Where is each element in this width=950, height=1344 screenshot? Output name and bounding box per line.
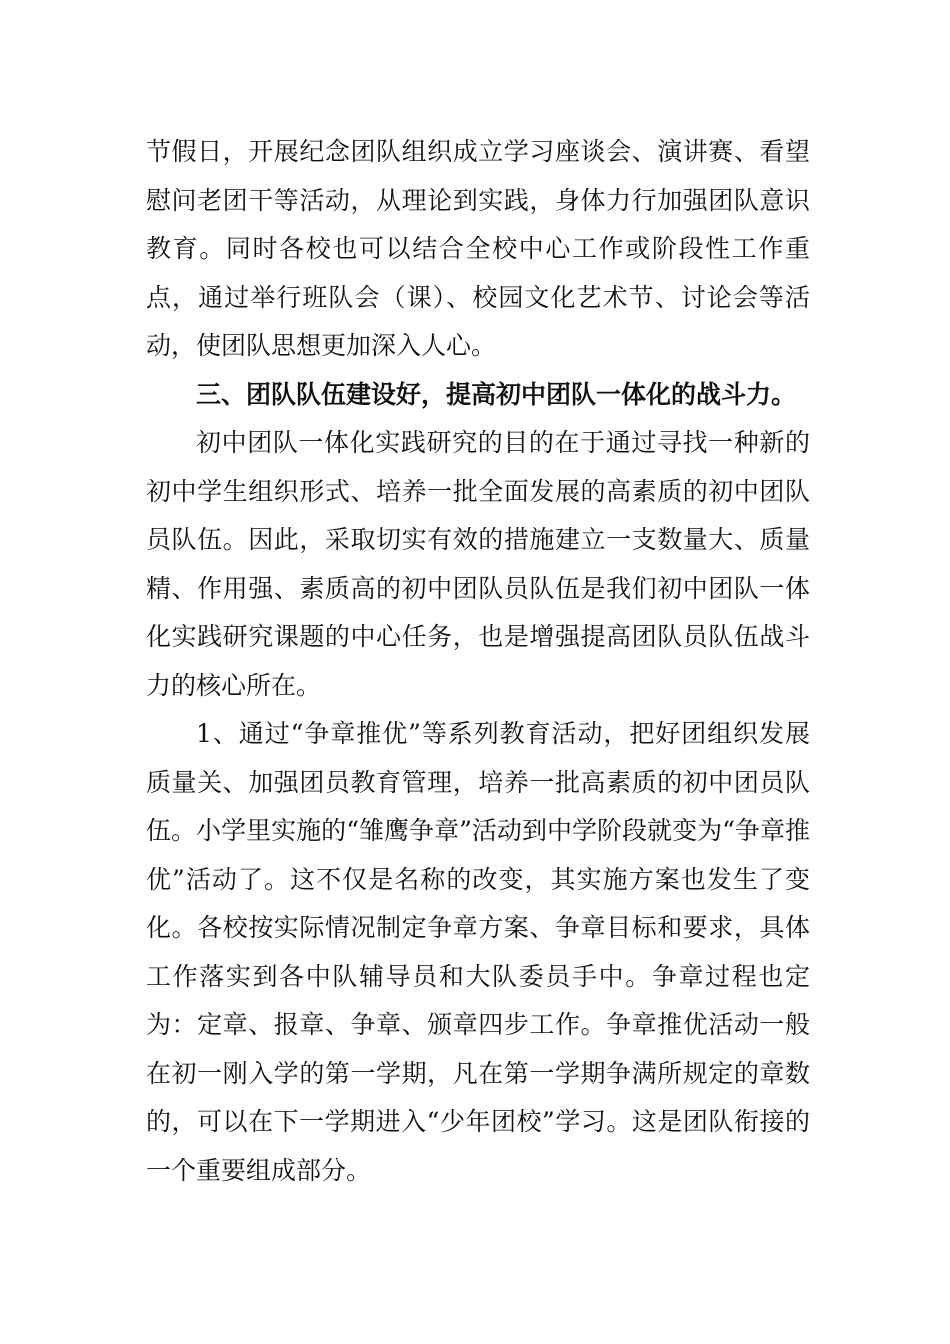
paragraph-continuation: 节假日，开展纪念团队组织成立学习座谈会、演讲赛、看望慰问老团干等活动，从理论到实践，身体力行加强团队意识教育。同时各校也可以结合全校中心工作或阶段性工作重点，通过举行班队会（课）、校园文化艺术节、讨论会等活动，使团队思想更加深入人心。 bbox=[146, 137, 810, 360]
section-heading: 三、团队队伍建设好，提高初中团队一体化的战斗力。 bbox=[196, 379, 797, 409]
paragraph-body: 1、通过“争章推优”等系列教育活动，把好团组织发展质量关、加强团员教育管理，培养一批高素质的初中团员队伍。小学里实施的“雏鹰争章”活动到中学阶段就变为“争章推优”活动了。这不仅是名称的改变，其实施方案也发生了变化。各校按实际情况制定争章方案、争章目标和要求，具体工作落实到各中队辅导员和大队委员手中。争章过程也定为：定章、报章、争章、颁章四步工作。争章推优活动一般在初一刚入学的第一学期，凡在第一学期争满所规定的章数的，可以在下一学期进入“少年团校”学习。这是团队衔接的一个重要组成部分。 bbox=[146, 719, 810, 1185]
document-body bbox=[146, 128, 810, 1195]
paragraph-body: 初中团队一体化实践研究的目的在于通过寻找一种新的初中学生组织形式、培养一批全面发展的高素质的初中团队员队伍。因此，采取切实有效的措施建立一支数量大、质量精、作用强、素质高的初中团队员队伍是我们初中团队一体化实践研究课题的中心任务，也是增强提高团队员队伍战斗力的核心所在。 bbox=[146, 428, 810, 700]
